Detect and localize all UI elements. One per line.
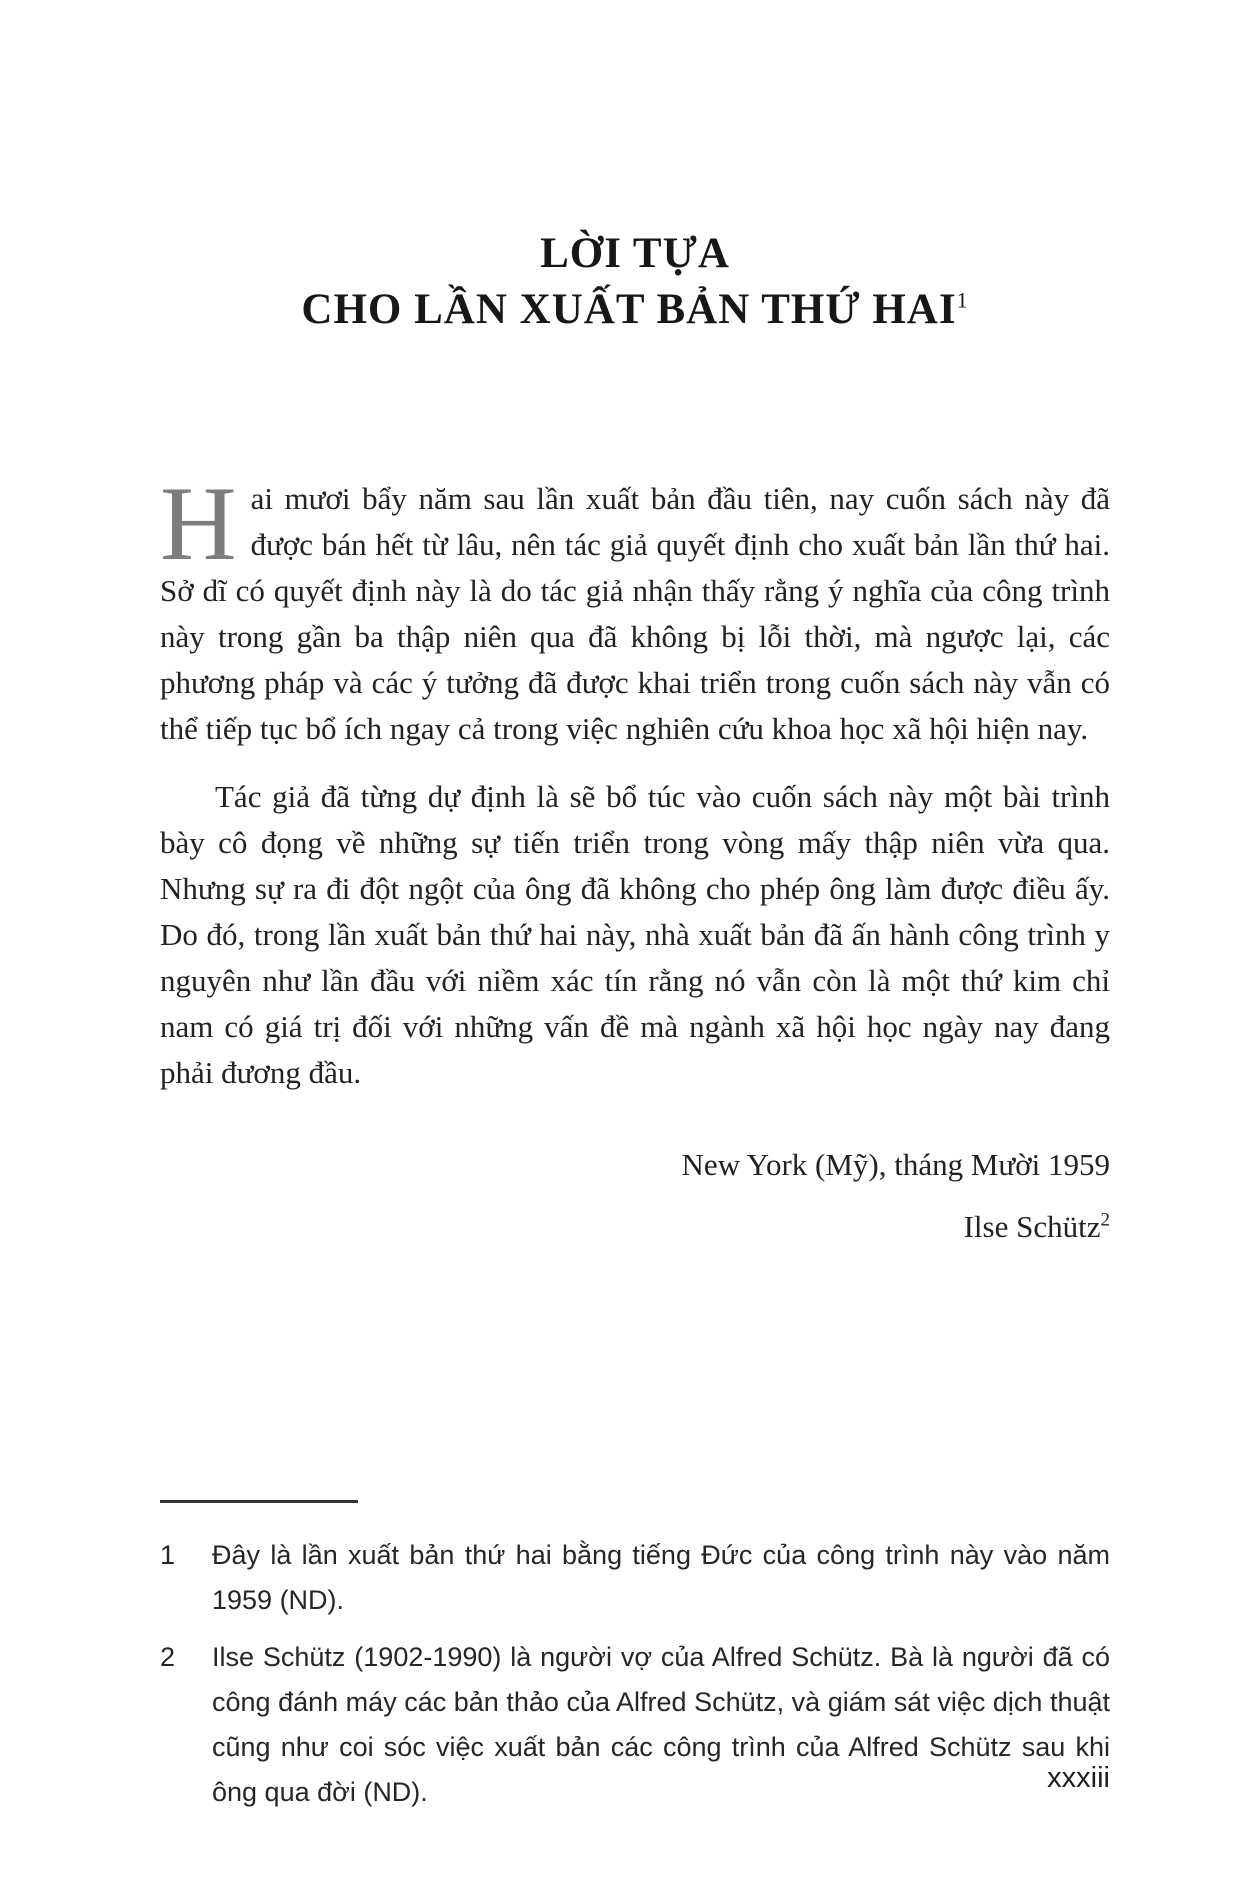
chapter-title-line1: LỜI TỰA [540, 230, 730, 277]
page-content [0, 226, 1260, 1815]
paragraph-2: Tác giả đã từng dự định là sẽ bổ túc vào cuốn sách này một bài trình bày cô đọng về những sự tiến triển trong vòng mấy thập niên vừa qua. Nhưng sự ra đi đột ngột của ông đã không cho phép ông làm được điều ấy. Do đó, trong lần xuất bản thứ hai này, nhà xuất bản đã ấn hành công trình y nguyên như lần đầu với niềm xác tín rằng nó vẫn còn là một thứ kim chỉ nam có giá trị đối với những vấn đề mà ngành xã hội học ngày nay đang phải đương đầu. [160, 779, 1110, 1090]
chapter-title [160, 226, 1110, 338]
paragraph-1 [160, 465, 1110, 752]
signature-place-date: New York (Mỹ), tháng Mười 1959 [681, 1147, 1110, 1182]
footnote-1-number: 1 [160, 1540, 176, 1570]
signature-footnote-marker: 2 [1100, 1209, 1110, 1231]
page-number: xxxiii [1047, 1762, 1110, 1794]
dropcap-letter: H [160, 465, 237, 582]
footnote-2 [160, 1635, 1110, 1815]
footnote-2-number: 2 [160, 1642, 176, 1672]
footnote-2-text: Ilse Schütz (1902-1990) là người vợ của Alfred Schütz. Bà là người đã có công đánh máy các bản thảo của Alfred Schütz, và giám sát việc dịch thuật cũng như coi sóc việc xuất bản các công trình của Alfred Schütz sau khi ông qua đời (ND). [212, 1642, 1110, 1807]
footnote-separator-rule [160, 1500, 358, 1503]
signature-block [160, 1142, 1110, 1250]
footnote-1 [160, 1533, 1110, 1623]
signature-author-name: Ilse Schütz [963, 1209, 1101, 1244]
chapter-title-line2 [160, 282, 1110, 338]
chapter-title-line2-text: CHO LẦN XUẤT BẢN THỨ HAI [301, 286, 957, 333]
signature-author [160, 1204, 1110, 1250]
body-text [160, 465, 1110, 1096]
footnote-1-text: Đây là lần xuất bản thứ hai bằng tiếng Đức của công trình này vào năm 1959 (ND). [212, 1540, 1110, 1615]
paragraph-1-text: ai mươi bẩy năm sau lần xuất bản đầu tiên, nay cuốn sách này đã được bán hết từ lâu, nên tác giả quyết định cho xuất bản lần thứ hai. Sở dĩ có quyết định này là do tác giả nhận thấy rằng ý nghĩa của công trình này trong gần ba thập niên qua đã không bị lỗi thời, mà ngược lại, các phương pháp và các ý tưởng đã được khai triển trong cuốn sách này vẫn có thể tiếp tục bổ ích ngay cả trong việc nghiên cứu khoa học xã hội hiện nay. [160, 481, 1110, 746]
title-footnote-marker: 1 [956, 287, 969, 313]
footnotes-section [160, 1533, 1110, 1815]
